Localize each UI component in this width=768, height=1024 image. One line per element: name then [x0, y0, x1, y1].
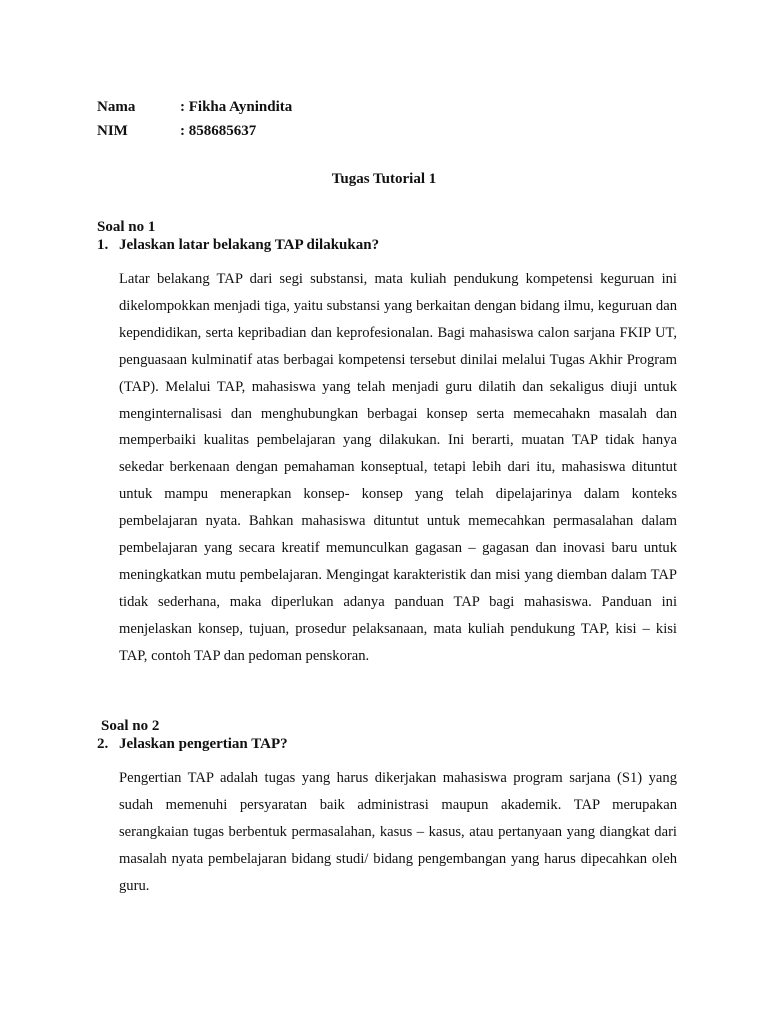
soal-label-1: Soal no 1 [97, 219, 156, 235]
question-number-1: 1. [97, 237, 109, 253]
question-2 [97, 736, 288, 753]
document-title: Tugas Tutorial 1 [331, 171, 437, 187]
name-label: Nama [97, 99, 136, 115]
soal-label-2: Soal no 2 [101, 718, 160, 734]
nim-value: : 858685637 [180, 123, 257, 139]
question-1 [97, 237, 379, 254]
answer-2: Pengertian TAP adalah tugas yang harus dikerjakan mahasiswa program sarjana (S1) yang sudah memenuhi persyaratan baik administrasi maupun akademik. TAP merupakan serangkaian tugas berbentuk permasalahan, kasus – kasus, atau pertanyaan yang diangkat dari masalah nyata pembelajaran bidang studi/ bidang pengembangan yang harus dipecahkan oleh guru. [119, 770, 677, 894]
nim-row [97, 123, 256, 140]
nim-label: NIM [97, 123, 128, 139]
question-text-1: Jelaskan latar belakang TAP dilakukan? [119, 237, 380, 253]
name-row [97, 99, 292, 116]
question-number-2: 2. [97, 736, 109, 752]
answer-1: Latar belakang TAP dari segi substansi, mata kuliah pendukung kompetensi keguruan ini dikelompokkan menjadi tiga, yaitu substansi yang berkaitan dengan bidang ilmu, keguruan dan kependidikan, serta kepribadian dan keprofesionalan. Bagi mahasiswa calon sarjana FKIP UT, penguasaan kulminatif atas berbagai kompetensi tersebut dinilai melalui Tugas Akhir Program (TAP). Melalui TAP, mahasiswa yang telah menjadi guru dilatih dan sekaligus diuji untuk menginternalisasi dan menghubungkan berbagai konsep serta memecahakn masalah dan memperbaiki kualitas pembelajaran yang dilakukan. Ini berarti, muatan TAP tidak hanya sekedar berkenaan dengan pemahaman konseptual, tetapi lebih dari itu, mahasiswa dituntut untuk mampu menerapkan konsep- konsep yang telah dipelajarinya dalam konteks pembelajaran nyata. Bahkan mahasiswa dituntut untuk memecahkan permasalahan dalam pembelajaran yang secara kreatif memunculkan gagasan – gagasan dan inovasi baru untuk meningkatkan mutu pembelajaran. Mengingat karakteristik dan misi yang diemban dalam TAP tidak sederhana, maka diperlukan adanya panduan TAP bagi mahasiswa. Panduan ini menjelaskan konsep, tujuan, prosedur pelaksanaan, mata kuliah pendukung TAP, kisi – kisi TAP, contoh TAP dan pedoman penskoran. [119, 271, 677, 664]
name-value: : Fikha Aynindita [180, 99, 293, 115]
question-text-2: Jelaskan pengertian TAP? [119, 736, 288, 752]
